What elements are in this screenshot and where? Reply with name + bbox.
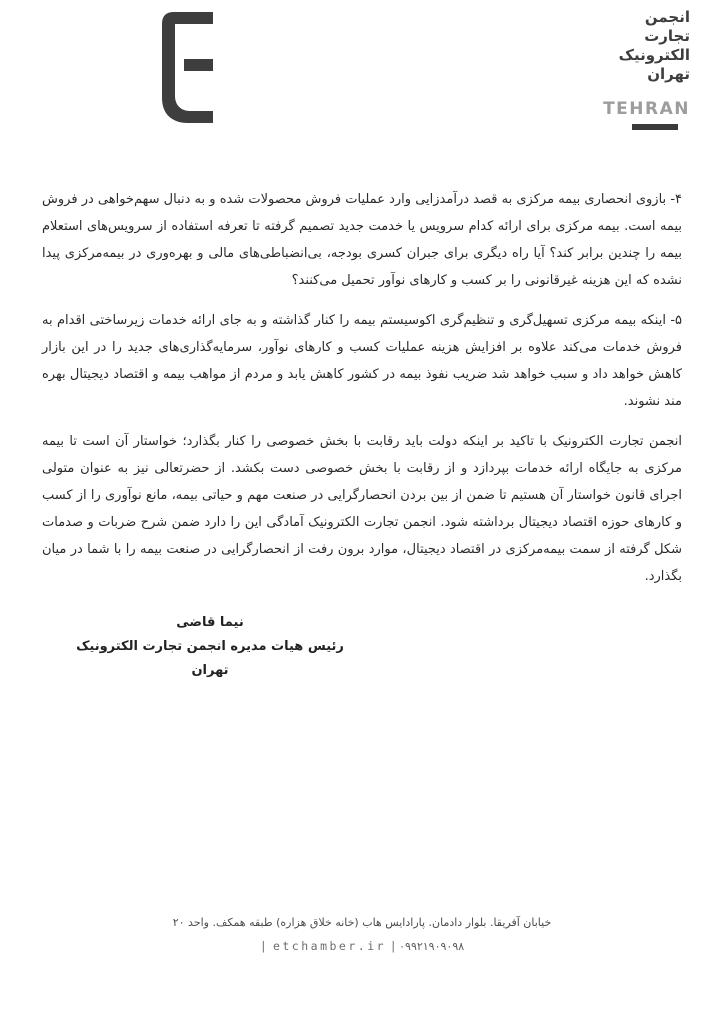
paragraph-closing: انجمن تجارت الکترونیک با تاکید بر اینکه دولت باید رقابت با بخش خصوصی را کنار بگذارد؛ خواستار آن است تا بیمه مرکزی به جایگاه ارائه خدمات بپردازد و از رقابت با بخش خصوصی دست بکشد. از حضرتعالی نیز به عنوان متولی اجرای قانون خواستار آن هستیم تا ضمن از بین بردن انحصارگرایی در صنعت مهم و حیاتی بیمه، مانع نوآوری را از کسب و کارهای حوزه اقتصاد دیجیتال برداشته شود. انجمن تجارت الکترونیک آمادگی این را دارد ضمن شرح ضربات و صدمات شکل گرفته از سمت بیمه‌مرکزی در اقتصاد دیجیتال، موارد برون رفت از انحصارگرایی در صنعت بیمه را با شما در میان بگذارد. [42, 434, 682, 584]
footer-contact-line [0, 939, 724, 953]
footer-phone: ۰۹۹۲۱۹۰۹۰۹۸ [399, 940, 465, 953]
paragraph-item-5: ۵- اینکه بیمه مرکزی تسهیل‌گری و تنظیم‌گری اکوسیستم بیمه را کنار گذاشته و به جای ارائه خدمات زیرساختی اقدام به فروش خدمات می‌کند علاوه بر افزایش هزینه عملیات کسب و کارهای نوآور، سرمایه‌گذاری‌های جدید را در این بازار کاهش خواهد داد و سبب خواهد شد ضریب نفوذ بیمه در کشور کاهش یابد و مردم از مواهب بیمه و اقتصاد دیجیتال بهره مند نشوند. [42, 313, 682, 409]
signature-name: نیما قاضی [176, 615, 244, 630]
signature-title: رئیس هیات مدیره انجمن تجارت الکترونیک تهران [76, 639, 344, 678]
org-name-line: انجمن [644, 8, 690, 26]
letter-body [42, 186, 682, 603]
signature-block [70, 611, 350, 683]
brand-bar [632, 124, 678, 130]
footer-address: خیابان آفریقا. بلوار دادمان. پارادایس هاب (خانه خلاق هزاره) طبقه همکف. واحد ۲۰ [172, 916, 552, 929]
org-name-line: الکترونیک [618, 46, 690, 64]
page-footer [0, 914, 724, 953]
footer-website: etchamber.ir [272, 939, 387, 953]
tehran-label: TEHRAN [603, 99, 690, 119]
separator: | [389, 939, 400, 953]
paragraph-item-4: ۴- بازوی انحصاری بیمه مرکزی به قصد درآمدزایی وارد عملیات فروش محصولات شده و به دنبال سهم‌خواهی در فروش بیمه است. بیمه مرکزی برای ارائه کدام سرویس یا خدمت جدید تصمیم گرفته تا تعرفه استفاده از سرویس‌های استعلام بیمه را چندین برابر کند؟ آیا راه دیگری برای جبران کسری بودجه، بی‌انضباطی‌های مالی و بهره‌وری در بیمه‌مرکزی پیدا نشده که این هزینه غیرقانونی را بر کسب و کارهای نوآور تحمیل می‌کنند؟ [42, 192, 682, 288]
org-name-line: تهران [647, 65, 690, 83]
brand-block [603, 8, 690, 130]
org-name-line: تجارت [644, 27, 690, 45]
etc-logo-icon [162, 12, 214, 124]
separator: | [259, 939, 270, 953]
